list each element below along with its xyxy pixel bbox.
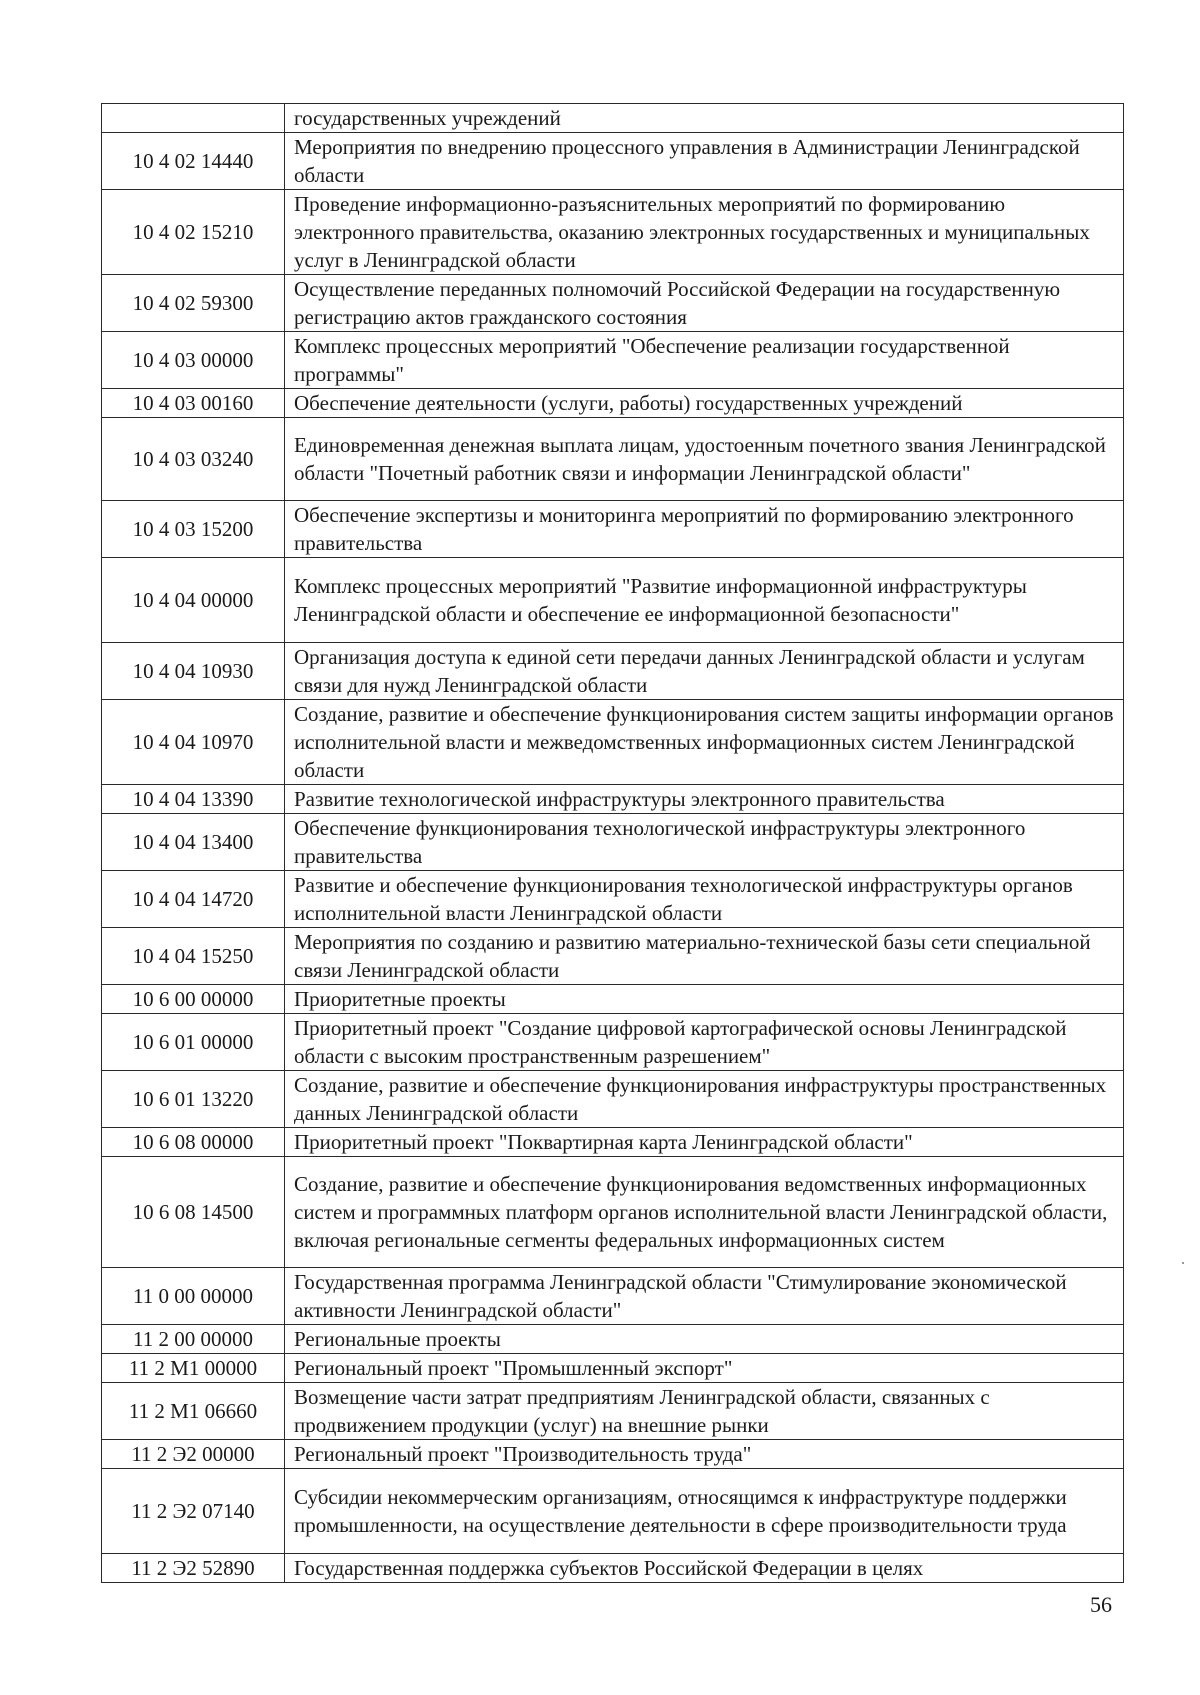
table-row (102, 1554, 1124, 1583)
row-description: Организация доступа к единой сети передачи данных Ленинградской области и услугам связи для нужд Ленинградской области (285, 643, 1124, 700)
table-row (102, 133, 1124, 190)
row-description: Создание, развитие и обеспечение функционирования систем защиты информации органов исполнительной власти и межведомственных информационных систем Ленинградской области (285, 700, 1124, 785)
row-code: 11 2 Э2 52890 (102, 1554, 285, 1583)
row-description: государственных учреждений (285, 104, 1124, 133)
table-row (102, 104, 1124, 133)
row-code (102, 104, 285, 133)
budget-classification-table (101, 103, 1124, 1583)
row-code: 10 6 01 00000 (102, 1014, 285, 1071)
row-code: 11 0 00 00000 (102, 1268, 285, 1325)
table-row (102, 1354, 1124, 1383)
row-description: Государственная программа Ленинградской области "Стимулирование экономической активности Ленинградской области" (285, 1268, 1124, 1325)
row-description: Региональный проект "Производительность труда" (285, 1440, 1124, 1469)
row-description: Приоритетный проект "Поквартирная карта Ленинградской области" (285, 1128, 1124, 1157)
table-body (102, 104, 1124, 1583)
row-description: Субсидии некоммерческим организациям, относящимся к инфраструктуре поддержки промышленности, на осуществление деятельности в сфере производительности труда (285, 1469, 1124, 1554)
row-code: 10 6 08 14500 (102, 1157, 285, 1268)
table-row (102, 1071, 1124, 1128)
row-code: 10 6 00 00000 (102, 985, 285, 1014)
row-description: Проведение информационно-разъяснительных мероприятий по формированию электронного правительства, оказанию электронных государственных и муниципальных услуг в Ленинградской области (285, 190, 1124, 275)
row-code: 10 4 02 15210 (102, 190, 285, 275)
row-description: Приоритетный проект "Создание цифровой картографической основы Ленинградской области с высоким пространственным разрешением" (285, 1014, 1124, 1071)
row-code: 10 4 04 10930 (102, 643, 285, 700)
table-row (102, 1469, 1124, 1554)
row-code: 10 4 03 03240 (102, 418, 285, 501)
table-row (102, 501, 1124, 558)
row-code: 10 4 04 10970 (102, 700, 285, 785)
table-row (102, 558, 1124, 643)
row-description: Мероприятия по внедрению процессного управления в Администрации Ленинградской области (285, 133, 1124, 190)
table-row (102, 700, 1124, 785)
row-code: 11 2 Э2 07140 (102, 1469, 285, 1554)
table-row (102, 928, 1124, 985)
row-code: 10 4 04 15250 (102, 928, 285, 985)
scan-speck (1182, 1262, 1184, 1264)
row-code: 10 4 04 13400 (102, 814, 285, 871)
row-code: 10 4 03 00000 (102, 332, 285, 389)
row-description: Создание, развитие и обеспечение функционирования инфраструктуры пространственных данных Ленинградской области (285, 1071, 1124, 1128)
row-description: Развитие и обеспечение функционирования технологической инфраструктуры органов исполнительной власти Ленинградской области (285, 871, 1124, 928)
table-row (102, 1440, 1124, 1469)
row-code: 11 2 M1 00000 (102, 1354, 285, 1383)
table-row (102, 389, 1124, 418)
row-code: 10 4 04 14720 (102, 871, 285, 928)
row-description: Обеспечение экспертизы и мониторинга мероприятий по формированию электронного правительства (285, 501, 1124, 558)
row-code: 10 4 02 59300 (102, 275, 285, 332)
row-code: 10 4 03 15200 (102, 501, 285, 558)
row-description: Комплекс процессных мероприятий "Развитие информационной инфраструктуры Ленинградской области и обеспечение ее информационной безопасности" (285, 558, 1124, 643)
row-code: 10 4 04 00000 (102, 558, 285, 643)
row-code: 10 6 08 00000 (102, 1128, 285, 1157)
page-number: 56 (1090, 1592, 1112, 1617)
row-description: Государственная поддержка субъектов Российской Федерации в целях (285, 1554, 1124, 1583)
table-row (102, 1128, 1124, 1157)
row-description: Обеспечение деятельности (услуги, работы) государственных учреждений (285, 389, 1124, 418)
table-row (102, 332, 1124, 389)
table-row (102, 1157, 1124, 1268)
row-code: 11 2 M1 06660 (102, 1383, 285, 1440)
row-description: Создание, развитие и обеспечение функционирования ведомственных информационных систем и программных платформ органов исполнительной власти Ленинградской области, включая региональные сегменты федеральных информационных систем (285, 1157, 1124, 1268)
table-row (102, 418, 1124, 501)
table-row (102, 985, 1124, 1014)
table-row (102, 814, 1124, 871)
row-description: Региональные проекты (285, 1325, 1124, 1354)
row-code: 10 4 03 00160 (102, 389, 285, 418)
row-code: 10 4 04 13390 (102, 785, 285, 814)
row-description: Региональный проект "Промышленный экспорт" (285, 1354, 1124, 1383)
row-description: Возмещение части затрат предприятиям Ленинградской области, связанных с продвижением продукции (услуг) на внешние рынки (285, 1383, 1124, 1440)
row-code: 11 2 Э2 00000 (102, 1440, 285, 1469)
table-row (102, 1383, 1124, 1440)
row-description: Обеспечение функционирования технологической инфраструктуры электронного правительства (285, 814, 1124, 871)
table-row (102, 275, 1124, 332)
table-row (102, 1014, 1124, 1071)
row-description: Развитие технологической инфраструктуры электронного правительства (285, 785, 1124, 814)
row-code: 10 6 01 13220 (102, 1071, 285, 1128)
table-row (102, 1325, 1124, 1354)
row-description: Единовременная денежная выплата лицам, удостоенным почетного звания Ленинградской области "Почетный работник связи и информации Ленинградской области" (285, 418, 1124, 501)
row-code: 10 4 02 14440 (102, 133, 285, 190)
row-description: Мероприятия по созданию и развитию материально-технической базы сети специальной связи Ленинградской области (285, 928, 1124, 985)
row-code: 11 2 00 00000 (102, 1325, 285, 1354)
row-description: Приоритетные проекты (285, 985, 1124, 1014)
table-row (102, 871, 1124, 928)
row-description: Комплекс процессных мероприятий "Обеспечение реализации государственной программы" (285, 332, 1124, 389)
table-row (102, 190, 1124, 275)
row-description: Осуществление переданных полномочий Российской Федерации на государственную регистрацию актов гражданского состояния (285, 275, 1124, 332)
table-row (102, 1268, 1124, 1325)
table-row (102, 785, 1124, 814)
table-row (102, 643, 1124, 700)
